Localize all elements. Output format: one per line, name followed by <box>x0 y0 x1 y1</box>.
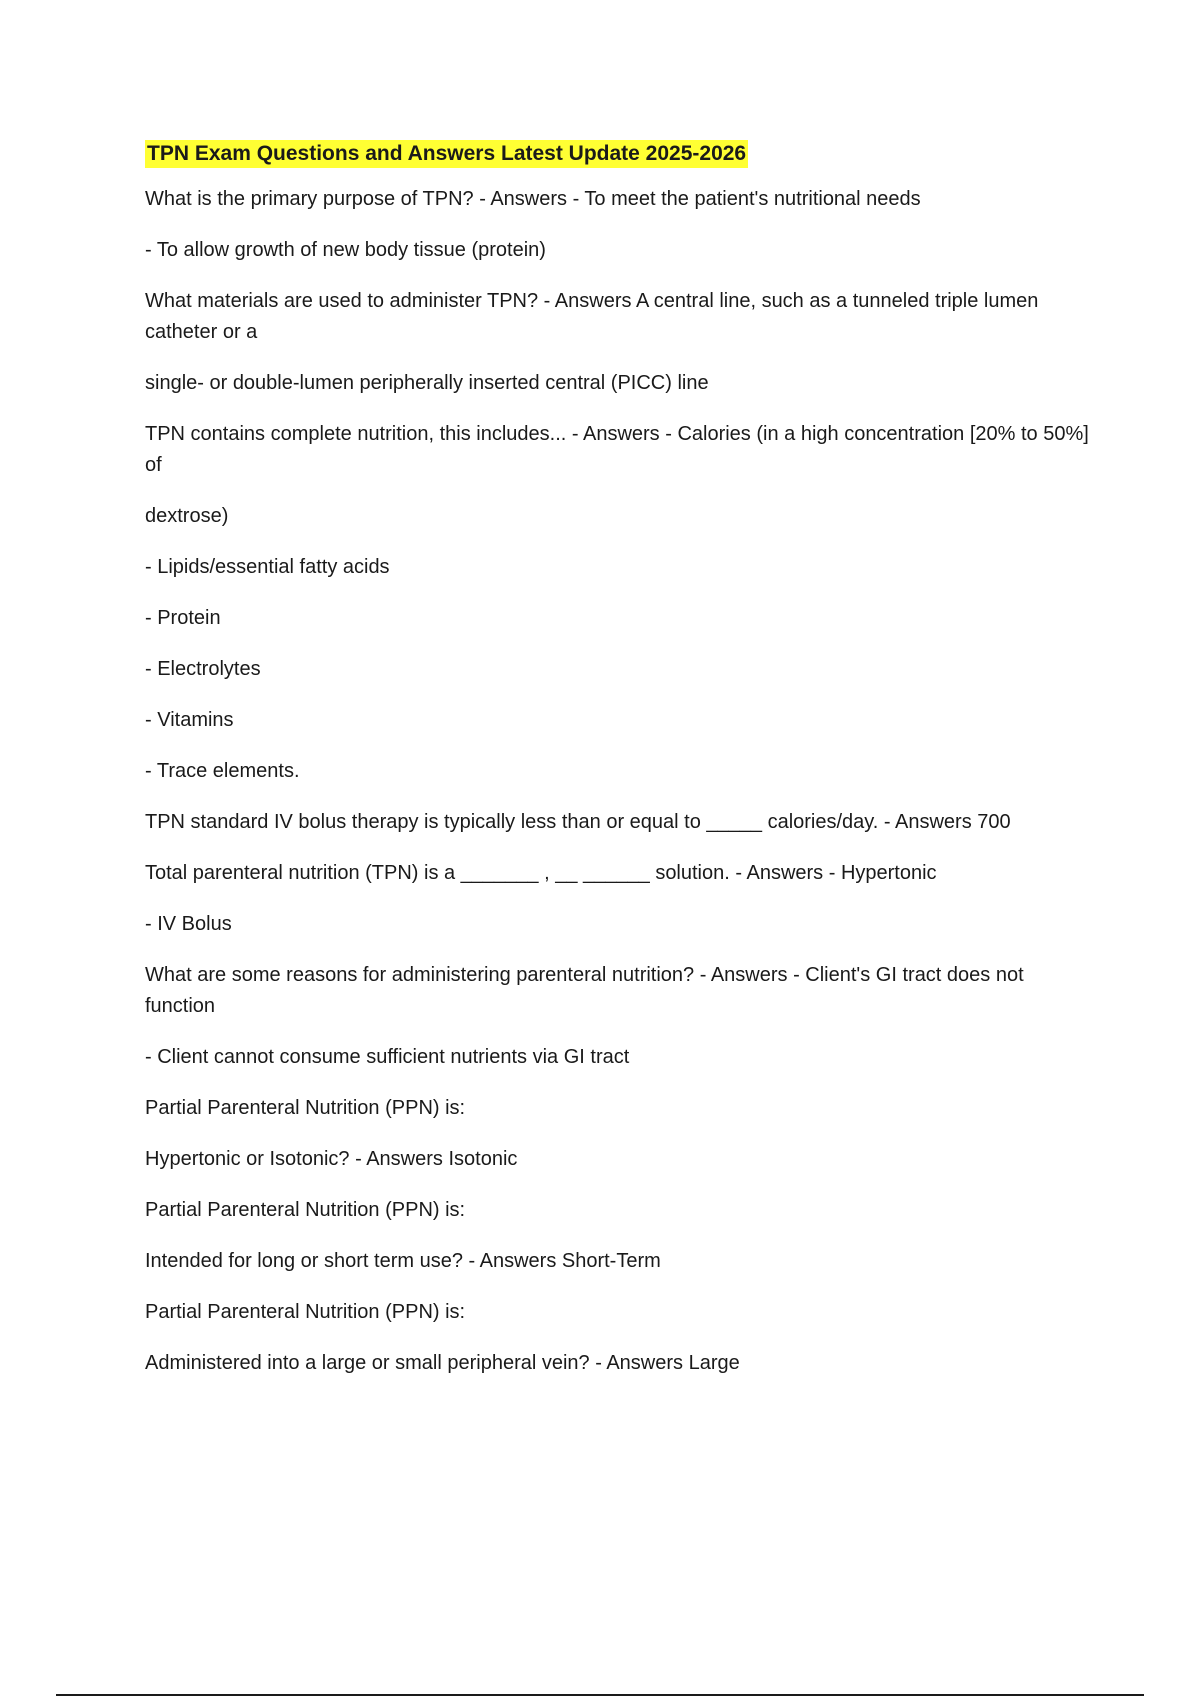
paragraph-6: dextrose) <box>145 505 229 527</box>
paragraph-17: Partial Parenteral Nutrition (PPN) is: <box>145 1097 466 1119</box>
paragraph-15: What are some reasons for administering parenteral nutrition? - Answers - Client's GI tract does not function <box>145 964 1030 1017</box>
paragraph-14: - IV Bolus <box>145 913 232 935</box>
paragraph-7: - Lipids/essential fatty acids <box>145 556 390 578</box>
paragraph-16: - Client cannot consume sufficient nutrients via GI tract <box>145 1046 630 1068</box>
paragraph-2: - To allow growth of new body tissue (protein) <box>145 239 546 261</box>
paragraph-18: Hypertonic or Isotonic? - Answers Isotonic <box>145 1148 518 1170</box>
paragraph-12: TPN standard IV bolus therapy is typically less than or equal to _____ calories/day. - Answers 700 <box>145 811 1011 833</box>
paragraph-13: Total parenteral nutrition (TPN) is a _______ , __ ______ solution. - Answers - Hypertonic <box>145 862 937 884</box>
paragraph-9: - Electrolytes <box>145 658 261 680</box>
paragraph-4: single- or double-lumen peripherally inserted central (PICC) line <box>145 372 709 394</box>
paragraph-19: Partial Parenteral Nutrition (PPN) is: <box>145 1199 466 1221</box>
document-page <box>145 140 1095 1399</box>
paragraph-20: Intended for long or short term use? - Answers Short-Term <box>145 1250 661 1272</box>
paragraph-21: Partial Parenteral Nutrition (PPN) is: <box>145 1301 466 1323</box>
footer-rule <box>56 1694 1144 1696</box>
document-title: TPN Exam Questions and Answers Latest Update 2025-2026 <box>145 140 748 168</box>
paragraph-22: Administered into a large or small peripheral vein? - Answers Large <box>145 1352 740 1374</box>
paragraph-11: - Trace elements. <box>145 760 300 782</box>
paragraph-5: TPN contains complete nutrition, this includes... - Answers - Calories (in a high concentration [20% to 50%] of <box>145 423 1095 476</box>
paragraph-10: - Vitamins <box>145 709 234 731</box>
paragraph-3: What materials are used to administer TPN? - Answers A central line, such as a tunneled triple lumen catheter or a <box>145 290 1044 343</box>
paragraph-8: - Protein <box>145 607 221 629</box>
paragraph-1: What is the primary purpose of TPN? - Answers - To meet the patient's nutritional needs <box>145 188 921 210</box>
